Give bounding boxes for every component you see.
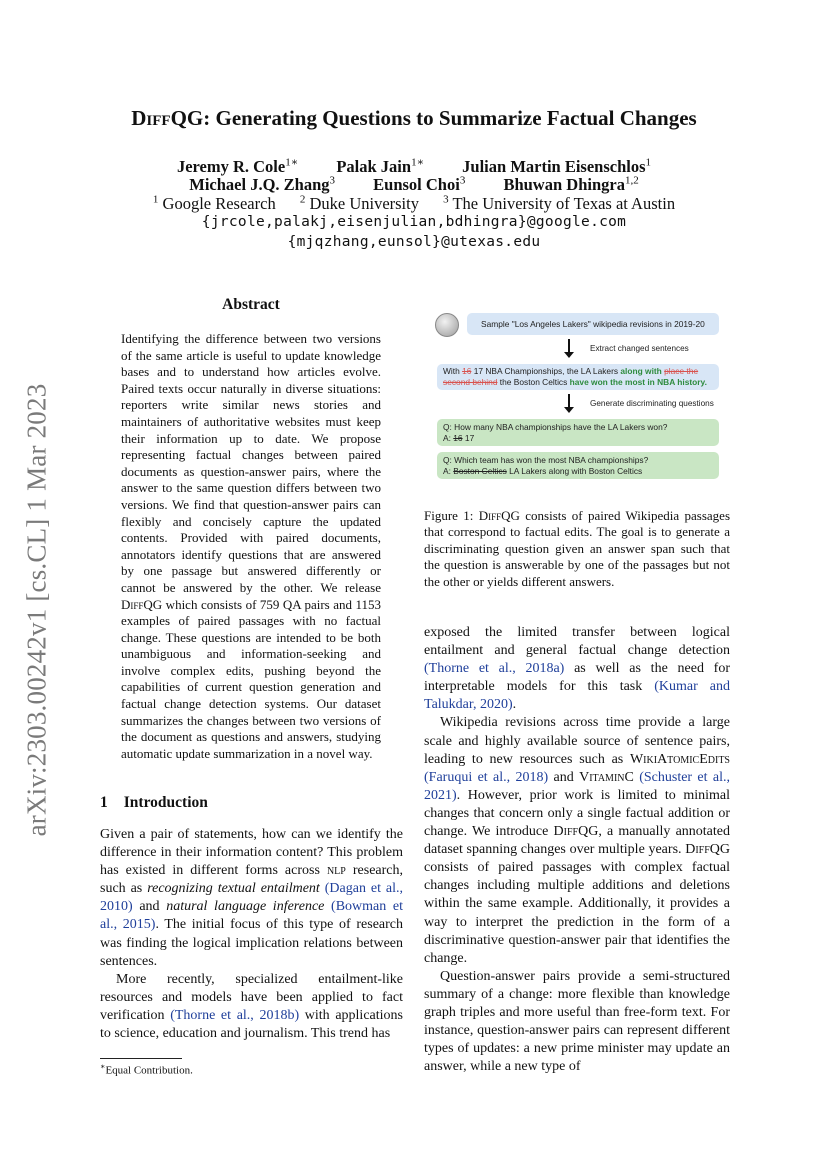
wikipedia-globe-icon	[435, 313, 459, 337]
edit-box: With 16 17 NBA Championships, the LA Lakers along with place the second behind the Boston Celtics have won the most in NBA history.	[437, 364, 719, 390]
paragraph: Wikipedia revisions across time provide a large scale and highly available source of sentence pairs, leading to new resources such as WikiAtomicEdits (Faruqui et al., 2018) and VitaminC (Schuster et al., 2021). However, prior work is limited to minimal changes that concern only a single factual addition or change. We introduce DiffQG, a manually annotated dataset spanning changes over multiple years. DiffQG consists of paired passages with complex factual changes including multiple additions and deletions within the same example. Additionally, it provides a way to interpret the prediction in the form of a discriminative question-answer pair that identifies the change.	[424, 715, 730, 966]
citation-link[interactable]: (Thorne et al., 2018b)	[170, 1007, 300, 1023]
affiliation: $^1$ Google Research	[152, 193, 276, 213]
figure-1	[430, 307, 720, 495]
down-arrow-icon	[568, 394, 570, 408]
arrow-label: Generate discriminating questions	[590, 399, 714, 408]
affiliations	[100, 193, 728, 214]
title-rest: : Generating Questions to Summarize Factual Changes	[203, 106, 697, 130]
citation-link[interactable]: (Bowman et al., 2015)	[100, 899, 403, 933]
footnote-rule	[100, 1058, 182, 1059]
section-heading: 1 Introduction	[100, 794, 208, 811]
author: Eunsol Choi$^3$	[373, 174, 466, 194]
author: Palak Jain$^{1∗}$	[336, 156, 425, 176]
affiliation: $^2$ Duke University	[299, 193, 419, 213]
footnote: ∗Equal Contribution.	[100, 1062, 193, 1077]
arrow-label: Extract changed sentences	[590, 344, 689, 353]
author: Bhuwan Dhingra$^{1,2}$	[503, 174, 639, 194]
qa-box: Q: Which team has won the most NBA championships? A: Boston Celtics LA Lakers along with Boston Celtics	[437, 452, 719, 479]
author-row-2	[100, 174, 728, 195]
author: Jeremy R. Cole$^{1∗}$	[176, 156, 299, 176]
author: Michael J.Q. Zhang$^3$	[189, 174, 336, 194]
paragraph: More recently, specialized entailment-like resources and models have been applied to fact verification (Thorne et al., 2018b) with applications to science, education and journalism. This trend has	[100, 971, 403, 1042]
affiliation: $^3$ The University of Texas at Austin	[443, 193, 676, 213]
abstract-heading: Abstract	[222, 296, 280, 313]
citation-link[interactable]: (Schuster et al., 2021)	[424, 769, 730, 803]
down-arrow-icon	[568, 339, 570, 353]
paragraph: Question-answer pairs provide a semi-structured summary of a change: more flexible than knowledge graph triples and more useful than free-form text. For instance, question-answer pairs can represent different types of updates: a new prime minister may update an answer, while a new type of	[424, 968, 730, 1075]
author: Julian Martin Eisenschlos$^1$	[462, 156, 652, 176]
abstract-body: Identifying the difference between two versions of the same article is useful to update knowledge bases and to understand how articles evolve. Paired texts occur naturally in diverse situations: reporters write similar news stories and maintainers of authoritative websites must keep their information up to date. We propose representing factual changes between paired documents as question-answer pairs, where the answer to the same question differs between two versions. We find that question-answer pairs can flexibly and concisely capture the updated contents. Provided with paired documents, annotators identify questions that are answered by one passage but answered differently or cannot be answered by the other. We release DiffQG which consists of 759 QA pairs and 1153 examples of paired passages with no factual change. These questions are intended to be both unambiguous and information-seeking and involve complex edits, pushing beyond the capabilities of current question generation and factual change detection systems. Our dataset summarizes the changes between two versions of the document as questions and answers, studying automatic update summarization in a novel way.	[121, 331, 381, 761]
paragraph: exposed the limited transfer between logical entailment and general factual change detection (Thorne et al., 2018a) as well as the need for interpretable models for this task (Kumar and Talukdar, 2020).	[424, 625, 730, 713]
paper-title	[100, 106, 728, 131]
citation-link[interactable]: (Faruqui et al., 2018)	[424, 769, 549, 785]
citation-link[interactable]: (Thorne et al., 2018a)	[424, 661, 565, 677]
paragraph: Given a pair of statements, how can we identify the difference in their information content? This problem has existed in different forms across nlp research, such as recognizing textual entailment (Dagan et al., 2010) and natural language inference (Bowman et al., 2015). The initial focus of this type of research was finding the logical implication relations between sentences.	[100, 827, 404, 969]
title-name: DiffQG	[131, 106, 204, 130]
right-column-body	[424, 624, 730, 1076]
email-line: {mjqzhang,eunsol}@utexas.edu	[287, 234, 541, 250]
citation-link[interactable]: (Kumar and Talukdar, 2020)	[424, 679, 730, 713]
email-line: {jrcole,palakj,eisenjulian,bdhingra}@google.com	[201, 214, 627, 230]
arxiv-id: arXiv:2303.00242v1 [cs.CL] 1 Mar 2023	[21, 383, 52, 837]
citation-link[interactable]: (Dagan et al., 2010)	[100, 881, 404, 915]
qa-box: Q: How many NBA championships have the LA Lakers won? A: 16 17	[437, 419, 719, 446]
arxiv-sidebar	[2, 383, 72, 837]
revision-box: Sample "Los Angeles Lakers" wikipedia revisions in 2019-20	[467, 313, 719, 335]
intro-body	[100, 826, 403, 1043]
figure-caption: Figure 1: DiffQG consists of paired Wikipedia passages that correspond to factual edits. The goal is to generate a discriminating question given an answer span such that the question is answerable by one of the passages but not the other or yields different answers.	[424, 508, 731, 589]
